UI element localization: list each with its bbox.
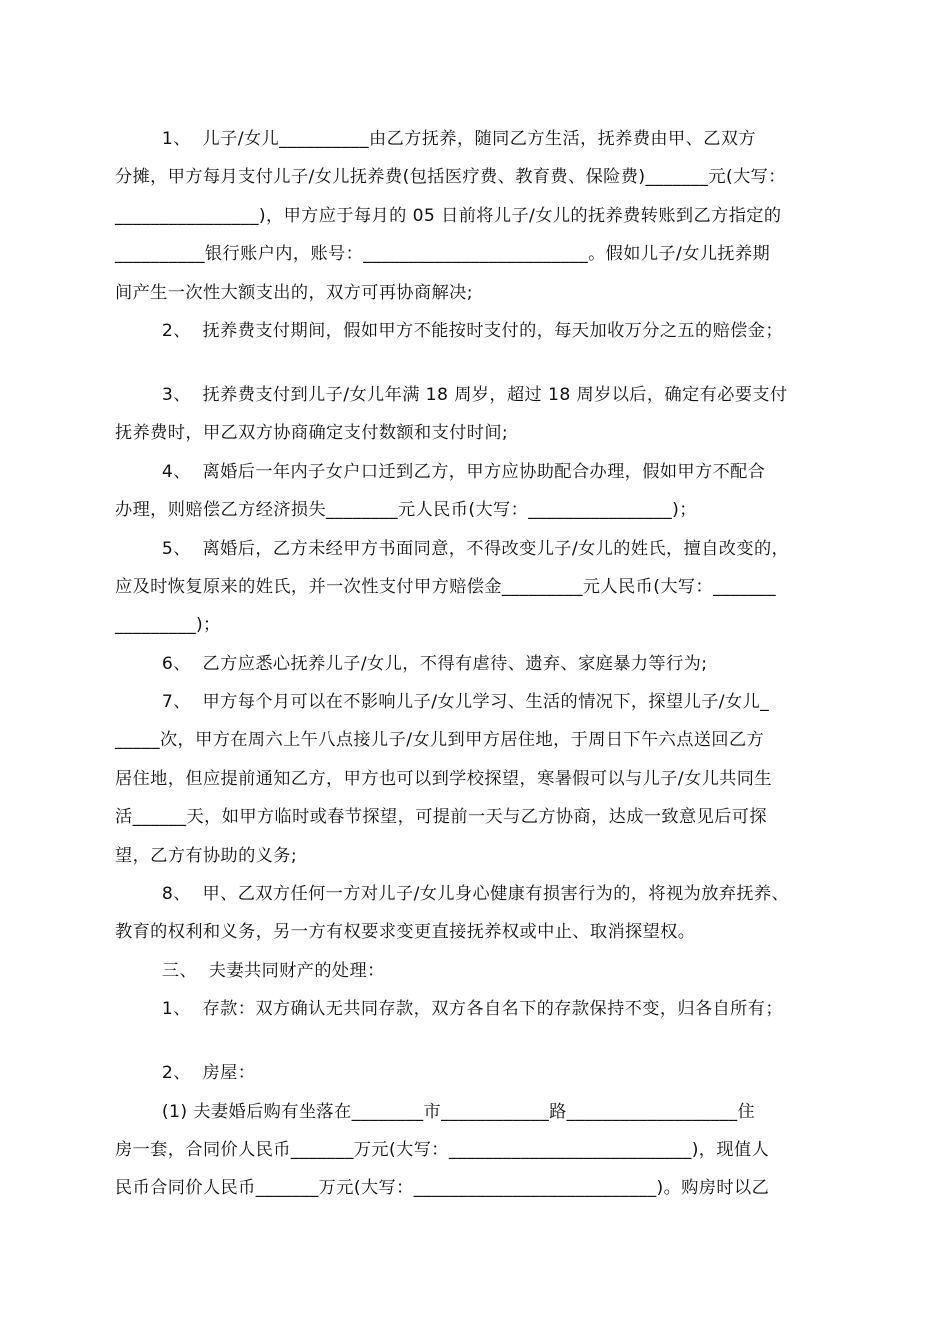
text-line: (1) 夫妻婚后购有坐落在________市____________路___________________住 (115, 1101, 756, 1122)
text-line: 居住地，但应提前通知乙方，甲方也可以到学校探望，寒暑假可以与儿子/女儿共同生 (115, 768, 772, 789)
text-line: __________银行账户内，账号：_________________________。假如儿子/女儿抚养期 (115, 244, 771, 265)
text-line: 民币合同价人民币_______万元(大写：___________________________)。购房时以乙 (115, 1178, 770, 1199)
text-line: 7、 甲方每个月可以在不影响儿子/女儿学习、生活的情况下，探望儿子/女儿_ (115, 692, 770, 713)
paragraph-gap (115, 350, 837, 376)
text-line: 房一套，合同价人民币_______万元(大写：___________________________)，现值人 (115, 1139, 770, 1160)
text-line: _________)； (115, 615, 221, 636)
text-line: 活______天，如甲方临时或春节探望，可提前一天与乙方协商，达成一致意见后可探 (115, 807, 767, 828)
text-line: 4、 离婚后一年内子女户口迁到乙方，甲方应协助配合办理，假如甲方不配合 (115, 461, 766, 482)
text-line: 抚养费时，甲乙双方协商确定支付数额和支付时间; (115, 423, 509, 444)
text-line: 办理，则赔偿乙方经济损失________元人民币(大写：________________)； (115, 500, 697, 521)
text-line: 间产生一次性大额支出的，双方可再协商解决; (115, 282, 473, 303)
text-line: 3、 抚养费支付到儿子/女儿年满 18 周岁，超过 18 周岁以后，确定有必要支付 (115, 384, 788, 405)
text-line: 8、 甲、乙双方任何一方对儿子/女儿身心健康有损害行为的，将视为放弃抚养、 (115, 884, 790, 905)
text-line: 教育的权利和义务，另一方有权要求变更直接抚养权或中止、取消探望权。 (115, 922, 696, 943)
text-line: ________________)，甲方应于每月的 05 日前将儿子/女儿的抚养费转账到乙方指定的 (115, 205, 782, 226)
text-line: 2、 房屋： (115, 1063, 256, 1084)
text-line: 1、 存款：双方确认无共同存款，双方各自名下的存款保持不变，归各自所有； (115, 999, 783, 1020)
paragraph-gap (115, 1029, 837, 1055)
text-line: 6、 乙方应悉心抚养儿子/女儿，不得有虐待、遗弃、家庭暴力等行为; (115, 653, 708, 674)
text-line: _____次，甲方在周六上午八点接儿子/女儿到甲方居住地，于周日下午六点送回乙方 (115, 730, 765, 751)
text-line: 2、 抚养费支付期间，假如甲方不能按时支付的，每天加收万分之五的赔偿金； (115, 320, 783, 341)
document-page (115, 120, 837, 1208)
text-line: 分摊，甲方每月支付儿子/女儿抚养费(包括医疗费、教育费、保险费)_______元(大写： (115, 167, 786, 188)
section-heading: 三、 夫妻共同财产的处理： (115, 960, 385, 981)
text-line: 望，乙方有协助的义务; (115, 845, 298, 866)
text-line: 应及时恢复原来的姓氏，并一次性支付甲方赔偿金_________元人民币(大写：_______ (115, 576, 777, 597)
text-line: 5、 离婚后，乙方未经甲方书面同意，不得改变儿子/女儿的姓氏，擅自改变的， (115, 538, 790, 559)
text-line: 1、 儿子/女儿__________由乙方抚养，随同乙方生活，抚养费由甲、乙双方 (115, 129, 756, 149)
